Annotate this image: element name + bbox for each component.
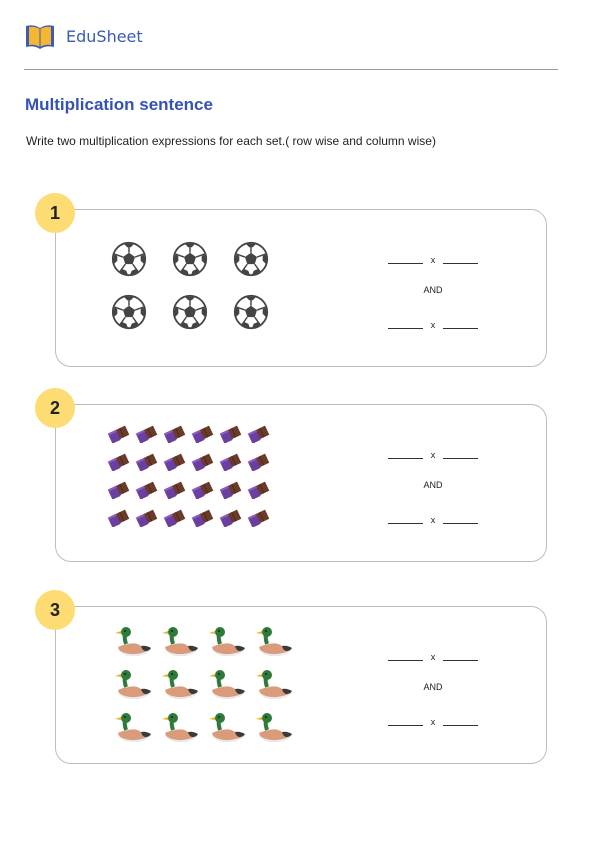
duck-icon [208,625,248,659]
soccer-ball-icon [111,241,147,277]
chocolate-bar-icon [191,453,215,471]
expression-row-2 [388,712,478,726]
chocolate-bar-icon [107,509,131,527]
duck-icon [114,711,154,745]
soccer-ball-icon [233,241,269,277]
answer-blank[interactable] [388,263,423,264]
brand-name: EduSheet [66,26,143,46]
chocolate-bar-icon [107,481,131,499]
expression-row-1 [388,250,478,264]
answer-blank[interactable] [443,458,478,459]
duck-icon [255,668,295,702]
chocolate-bar-icon [135,481,159,499]
chocolate-bar-icon [247,509,271,527]
chocolate-bar-icon [247,481,271,499]
duck-icon [161,625,201,659]
times-sign: x [430,450,436,460]
chocolate-bar-icon [107,425,131,443]
expression-row-1 [388,647,478,661]
times-sign: x [430,717,436,727]
problem-number-badge: 3 [35,590,75,630]
chocolate-bar-icon [219,453,243,471]
chocolate-bar-icon [163,509,187,527]
expression-row-1 [388,445,478,459]
times-sign: x [430,320,436,330]
duck-icon [255,625,295,659]
problem-number-badge: 1 [35,193,75,233]
chocolate-bar-icon [163,481,187,499]
page-title: Multiplication sentence [25,95,213,114]
and-label: AND [423,480,443,490]
instructions: Write two multiplication expressions for each set.( row wise and column wise) [26,134,436,148]
answer-blank[interactable] [443,263,478,264]
chocolate-bar-icon [247,425,271,443]
answer-blank[interactable] [388,523,423,524]
duck-icon [161,668,201,702]
problem-card-1 [55,209,547,367]
answer-blank[interactable] [388,725,423,726]
header [24,20,143,52]
chocolate-bar-icon [135,453,159,471]
answer-blank[interactable] [388,328,423,329]
times-sign: x [430,255,436,265]
times-sign: x [430,515,436,525]
duck-icon [255,711,295,745]
chocolate-bar-icon [135,425,159,443]
soccer-ball-icon [172,294,208,330]
answer-blank[interactable] [443,660,478,661]
times-sign: x [430,652,436,662]
and-label: AND [423,682,443,692]
chocolate-bar-icon [135,509,159,527]
chocolate-bar-icon [163,425,187,443]
chocolate-bar-icon [219,481,243,499]
problem-card-2 [55,404,547,562]
expression-row-2 [388,510,478,524]
chocolate-bar-icon [191,425,215,443]
chocolate-bar-icon [191,481,215,499]
answer-blank[interactable] [443,328,478,329]
answer-blank[interactable] [388,660,423,661]
soccer-ball-icon [111,294,147,330]
duck-icon [114,625,154,659]
duck-icon [208,711,248,745]
open-book-logo-icon [24,20,56,52]
chocolate-bar-icon [219,509,243,527]
answer-blank[interactable] [443,523,478,524]
chocolate-bar-icon [163,453,187,471]
chocolate-bar-icon [247,453,271,471]
answer-blank[interactable] [443,725,478,726]
problem-number-badge: 2 [35,388,75,428]
answer-blank[interactable] [388,458,423,459]
soccer-ball-icon [233,294,269,330]
duck-icon [161,711,201,745]
soccer-ball-icon [172,241,208,277]
header-divider [24,69,558,70]
chocolate-bar-icon [191,509,215,527]
duck-icon [114,668,154,702]
expression-row-2 [388,315,478,329]
chocolate-bar-icon [107,453,131,471]
duck-icon [208,668,248,702]
chocolate-bar-icon [219,425,243,443]
problem-card-3 [55,606,547,764]
and-label: AND [423,285,443,295]
